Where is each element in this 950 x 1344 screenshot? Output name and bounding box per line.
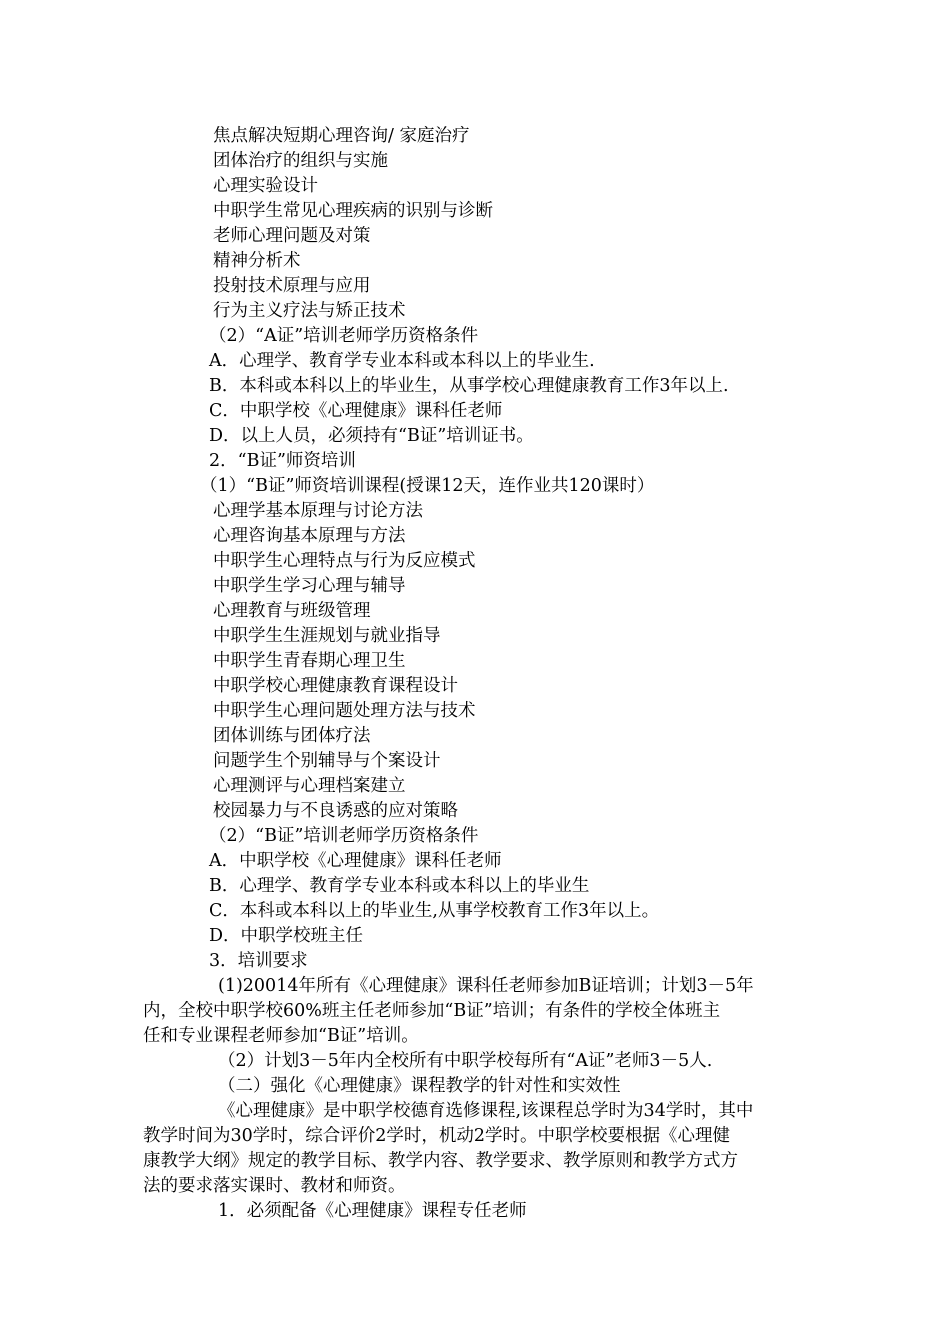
text-line: 中职学校心理健康教育课程设计 [213,676,458,696]
list-item: A．中职学校《心理健康》课科任老师 [209,851,502,871]
list-item: A．心理学、教育学专业本科或本科以上的毕业生. [209,351,595,371]
text-line: 中职学生生涯规划与就业指导 [213,626,441,646]
list-item: B．本科或本科以上的毕业生，从事学校心理健康教育工作3年以上. [209,376,729,396]
paragraph-line: 教学时间为30学时，综合评价2学时，机动2学时。中职学校要根据《心理健 [143,1126,731,1146]
text-line: 心理学基本原理与讨论方法 [213,501,423,521]
paragraph-line: （2）计划3－5年内全校所有中职学校每所有“A证”老师3－5人. [218,1051,713,1071]
text-line: 心理测评与心理档案建立 [213,776,406,796]
text-line: 中职学生青春期心理卫生 [213,651,406,671]
text-line: 心理咨询基本原理与方法 [213,526,406,546]
text-line: 老师心理问题及对策 [213,226,371,246]
text-line: 中职学生心理问题处理方法与技术 [213,701,476,721]
section-heading: 2．“B证”师资培训 [209,451,356,471]
list-item: D．以上人员，必须持有“B证”培训证书。 [209,426,534,446]
text-line: 中职学生常见心理疾病的识别与诊断 [213,201,493,221]
paragraph-line: (1)20014年所有《心理健康》课科任老师参加B证培训；计划3－5年 [218,976,754,996]
text-line: 焦点解决短期心理咨询/ 家庭治疗 [213,126,470,146]
paragraph-line: 《心理健康》是中职学校德育选修课程,该课程总学时为34学时，其中 [218,1101,754,1121]
paragraph-line: 康教学大纲》规定的教学目标、教学内容、教学要求、教学原则和教学方式方 [143,1151,738,1171]
list-item: B．心理学、教育学专业本科或本科以上的毕业生 [209,876,590,896]
subheading: （1）“B证”师资培训课程(授课12天，连作业共120课时） [200,476,655,496]
list-item: C．本科或本科以上的毕业生,从事学校教育工作3年以上。 [209,901,660,921]
text-line: 中职学生学习心理与辅导 [213,576,406,596]
subheading: （2）“B证”培训老师学历资格条件 [209,826,479,846]
text-line: 心理实验设计 [213,176,318,196]
subheading: （2）“A证”培训老师学历资格条件 [209,326,479,346]
section-heading: 3．培训要求 [209,951,308,971]
section-heading: （二）强化《心理健康》课程教学的针对性和实效性 [218,1076,621,1096]
text-line: 投射技术原理与应用 [213,276,371,296]
text-line: 行为主义疗法与矫正技术 [213,301,406,321]
text-line: 团体治疗的组织与实施 [213,151,388,171]
paragraph-line: 内，全校中职学校60%班主任老师参加“B证”培训；有条件的学校全体班主 [143,1001,721,1021]
text-line: 团体训练与团体疗法 [213,726,371,746]
text-line: 精神分析术 [213,251,301,271]
text-line: 心理教育与班级管理 [213,601,371,621]
list-item: D．中职学校班主任 [209,926,364,946]
text-line: 校园暴力与不良诱惑的应对策略 [213,801,458,821]
text-line: 中职学生心理特点与行为反应模式 [213,551,476,571]
list-item: 1．必须配备《心理健康》课程专任老师 [218,1201,527,1221]
text-line: 问题学生个别辅导与个案设计 [213,751,441,771]
list-item: C．中职学校《心理健康》课科任老师 [209,401,503,421]
paragraph-line: 法的要求落实课时、教材和师资。 [143,1176,406,1196]
paragraph-line: 任和专业课程老师参加“B证”培训。 [143,1026,419,1046]
